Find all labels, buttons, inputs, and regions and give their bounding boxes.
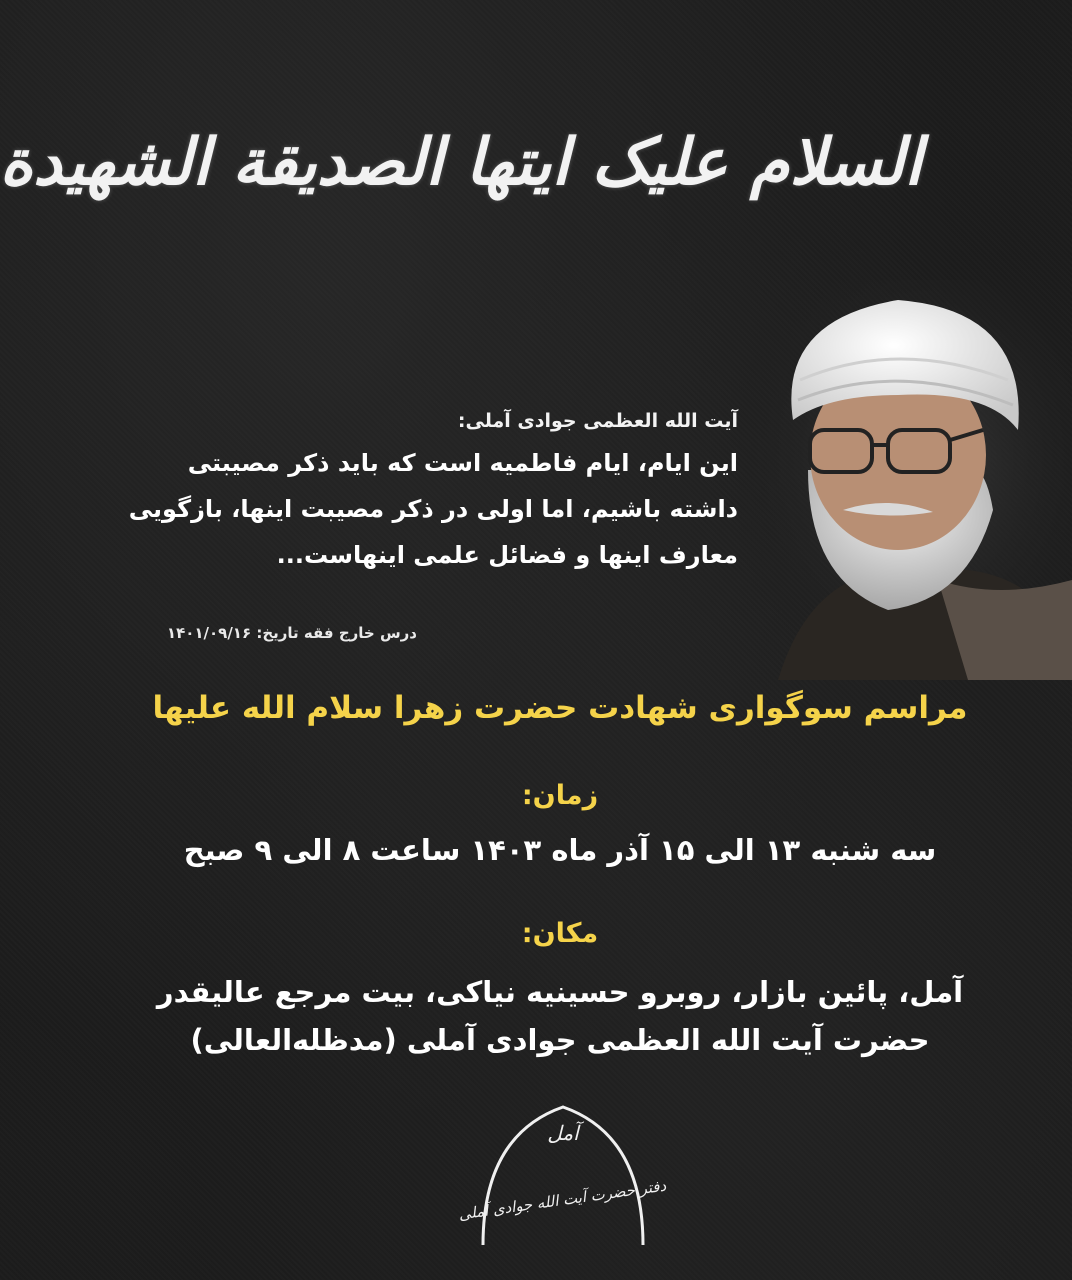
office-logo: [457, 1095, 668, 1255]
quote-line: معارف اینها و فضائل علمی اینهاست...: [276, 541, 738, 569]
place-value: [48, 968, 1072, 1064]
quote-text: [118, 440, 738, 578]
quote-line: داشته باشیم، اما اولی در ذکر مصیبت اینها، بازگویی: [128, 495, 738, 523]
logo-signature: دفتر حضرت آیت الله جوادی آملی: [457, 1176, 668, 1224]
cleric-portrait: [738, 280, 1072, 680]
place-line: حضرت آیت الله العظمی جوادی آملی (مدظله‌العالی): [190, 1023, 930, 1057]
place-line: آمل، پائین بازار، روبرو حسینیه نیاکی، بیت مرجع عالیقدر: [156, 975, 964, 1009]
quote-block: [118, 410, 738, 578]
place-label: مکان:: [521, 918, 599, 949]
time-value: سه شنبه ۱۳ الی ۱۵ آذر ماه ۱۴۰۳ ساعت ۸ الی ۹ صبح: [183, 833, 937, 867]
quote-source: درس خارج فقه تاریخ: ۱۴۰۱/۰۹/۱۶: [166, 624, 417, 642]
quote-line: این ایام، ایام فاطمیه است که باید ذکر مصیبتی: [187, 449, 738, 477]
time-label: زمان:: [521, 780, 599, 811]
quote-author: آیت الله العظمی جوادی آملی:: [457, 410, 738, 432]
logo-city: آمل: [547, 1121, 579, 1145]
header-calligraphy: السلام علیک ایتها الصدیقة الشهیدة: [0, 125, 922, 200]
event-title: مراسم سوگواری شهادت حضرت زهرا سلام الله علیها: [152, 690, 968, 726]
